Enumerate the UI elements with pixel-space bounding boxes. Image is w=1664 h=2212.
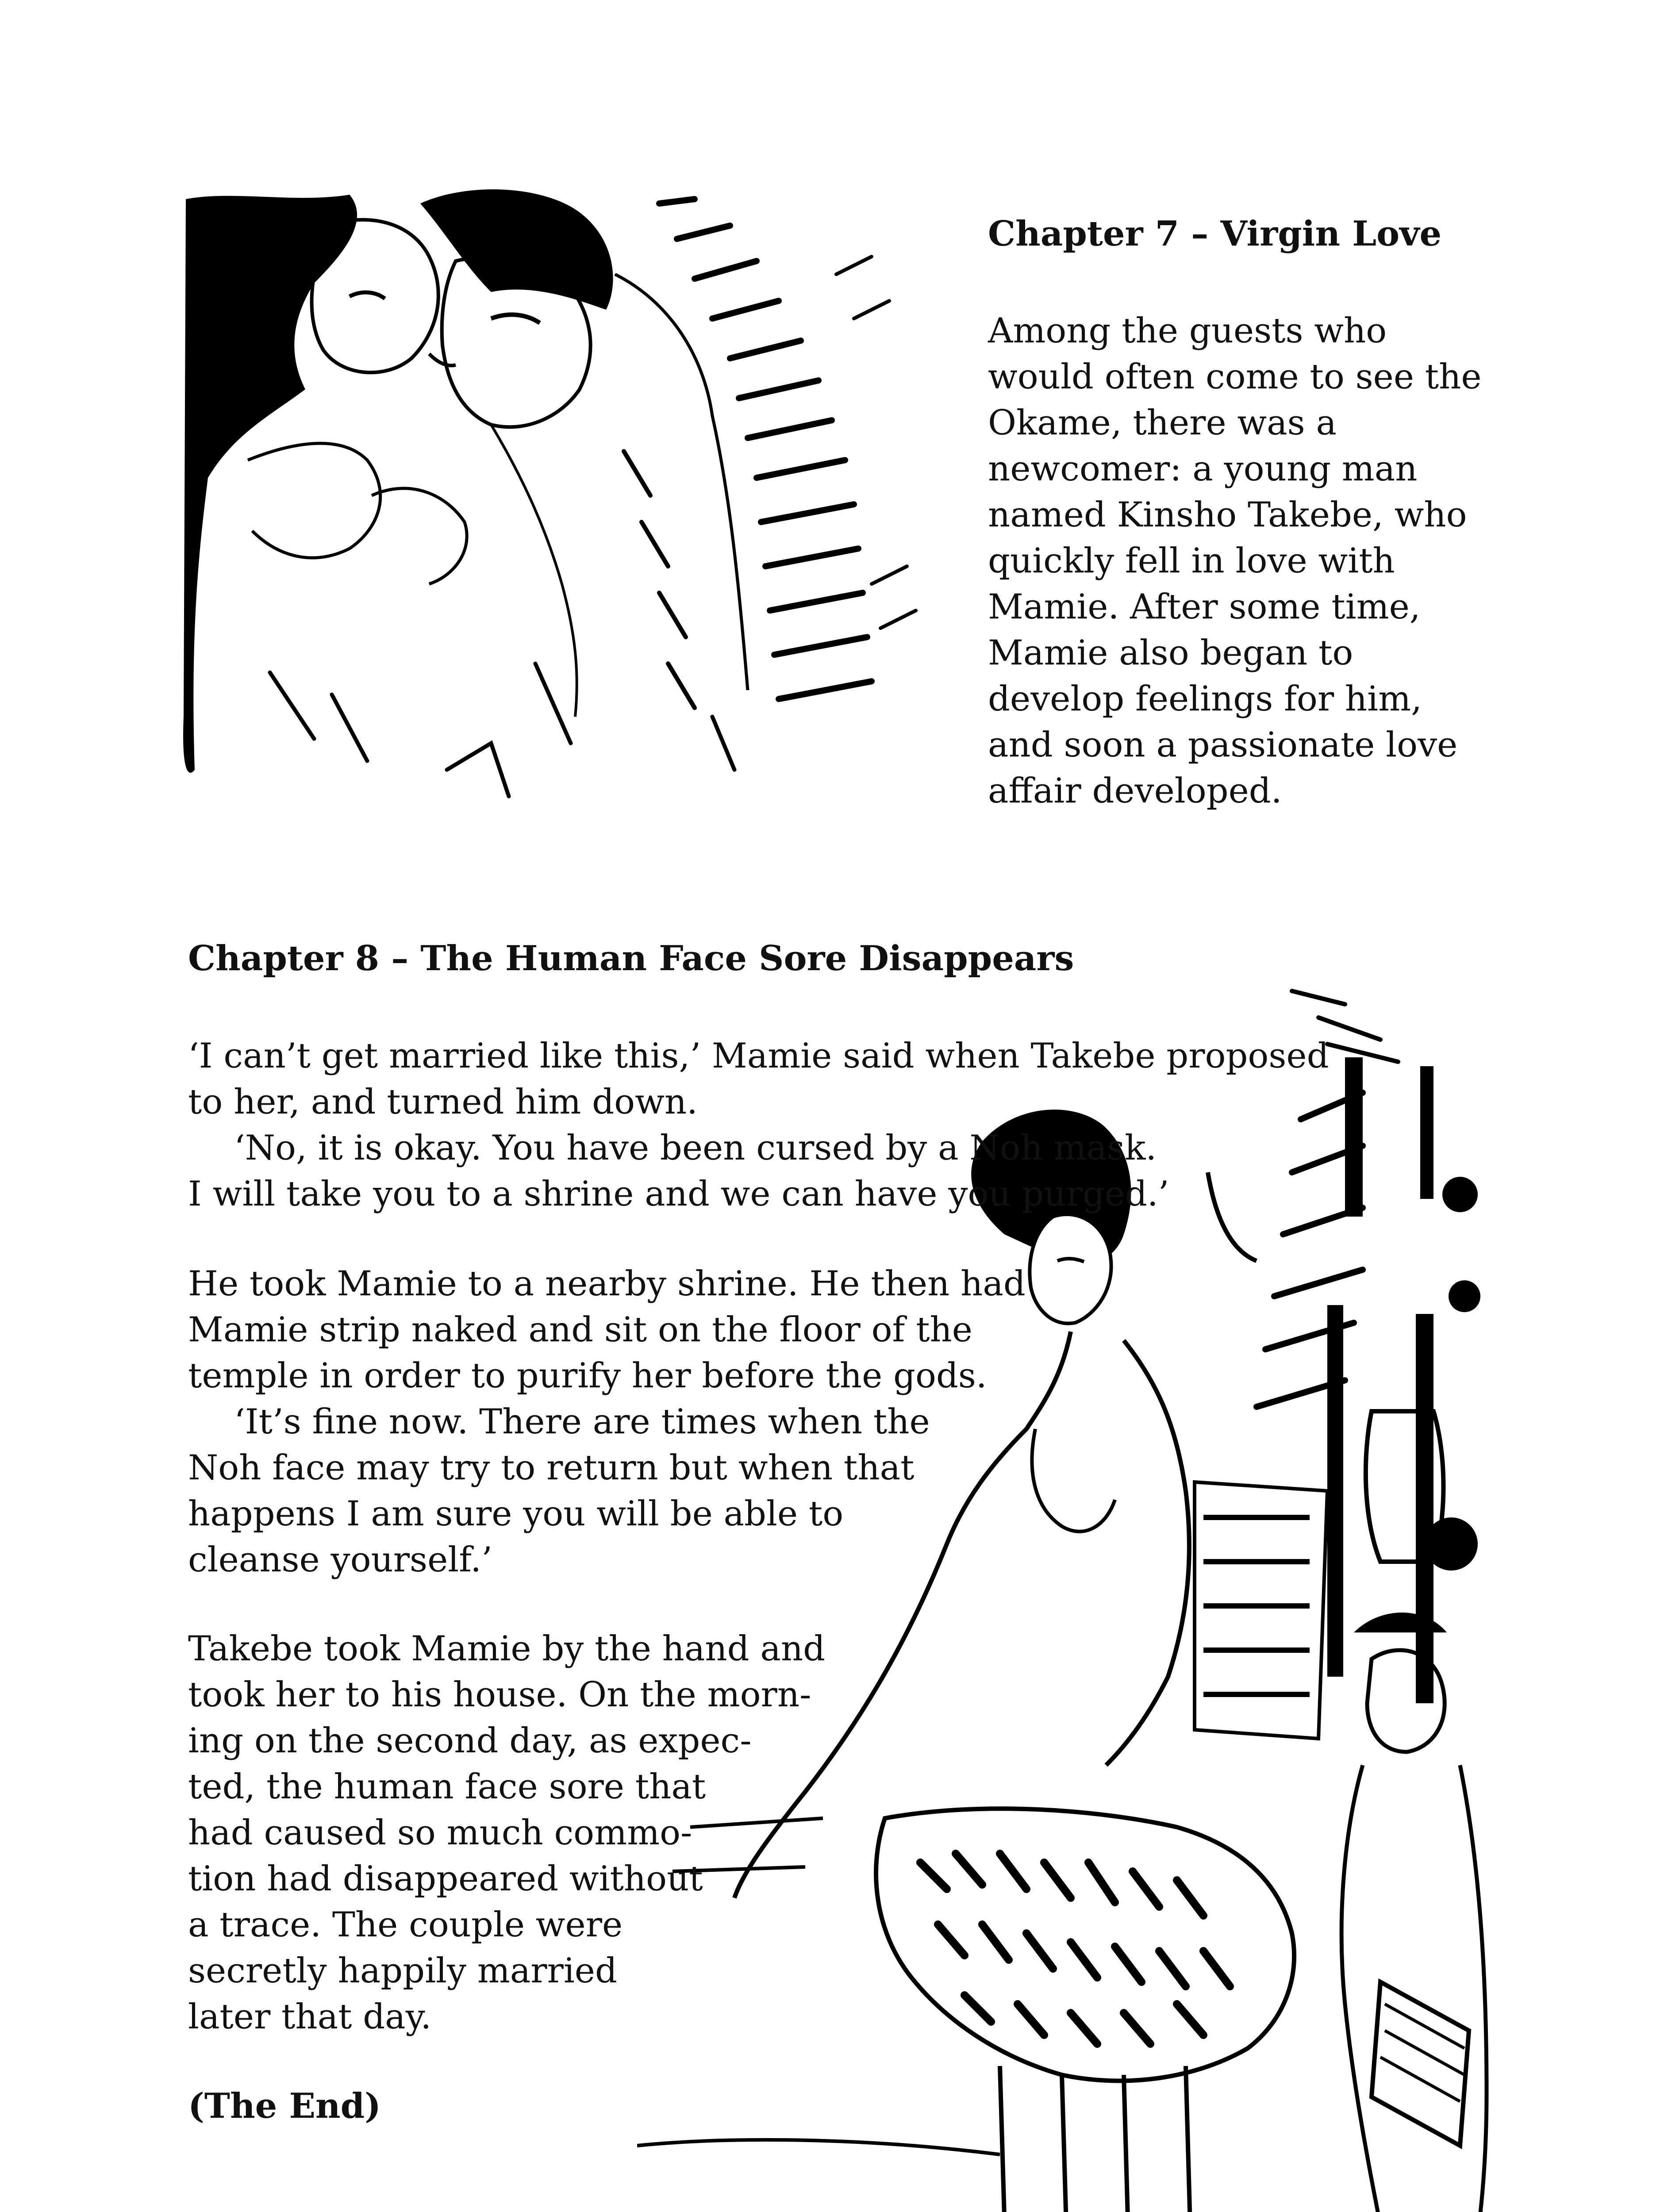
text-line: to her, and turned him down. (188, 1082, 698, 1122)
text-line: develop feelings for him, (988, 679, 1422, 719)
text-line: temple in order to purify her before the gods. (188, 1356, 987, 1396)
chapter-8-heading: Chapter 8 – The Human Face Sore Disappears (188, 938, 1074, 979)
chapter-7-paragraph (988, 308, 1482, 814)
text-line: a trace. The couple were (188, 1905, 623, 1945)
text-line: ted, the human face sore that (188, 1767, 706, 1807)
the-end-label: (The End) (188, 2086, 381, 2126)
chapter-8-paragraph-1 (188, 1033, 1329, 1217)
text-line: I will take you to a shrine and we can have you purged.’ (188, 1174, 1169, 1214)
text-line: Mamie also began to (988, 633, 1353, 673)
text-line: took her to his house. On the morn- (188, 1675, 811, 1715)
text-line: Mamie. After some time, (988, 587, 1421, 627)
chapter-8-paragraph-5 (188, 1626, 825, 2040)
text-line: secretly happily married (188, 1951, 617, 1991)
text-line: Mamie strip naked and sit on the floor of the (188, 1310, 972, 1350)
text-line: Among the guests who (988, 311, 1387, 351)
text-line: quickly fell in love with (988, 541, 1395, 581)
chapter-8-paragraph-3 (188, 1261, 1026, 1583)
text-line: Okame, there was a (988, 403, 1337, 443)
text-line: ‘I can’t get married like this,’ Mamie said when Takebe proposed (188, 1036, 1329, 1076)
illustration-kissing-couple (181, 186, 934, 832)
text-line: affair developed. (988, 771, 1282, 811)
text-line: ‘It’s fine now. There are times when the (234, 1402, 930, 1442)
text-line: named Kinsho Takebe, who (988, 495, 1467, 535)
text-line: and soon a passionate love (988, 725, 1458, 765)
text-line: later that day. (188, 1997, 432, 2037)
text-line: cleanse yourself.’ (188, 1540, 492, 1580)
text-line: happens I am sure you will be able to (188, 1494, 844, 1534)
chapter-7-heading: Chapter 7 – Virgin Love (988, 214, 1442, 254)
text-line: had caused so much commo- (188, 1813, 692, 1853)
text-line: ing on the second day, as expec- (188, 1721, 752, 1761)
text-line: newcomer: a young man (988, 449, 1418, 489)
text-line: ‘No, it is okay. You have been cursed by a Noh mask. (234, 1128, 1157, 1168)
text-line: would often come to see the (988, 357, 1482, 397)
text-line: He took Mamie to a nearby shrine. He then had (188, 1264, 1026, 1304)
text-line: Takebe took Mamie by the hand and (188, 1629, 826, 1669)
text-line: Noh face may try to return but when that (188, 1448, 915, 1488)
text-line: tion had disappeared without (188, 1859, 703, 1899)
